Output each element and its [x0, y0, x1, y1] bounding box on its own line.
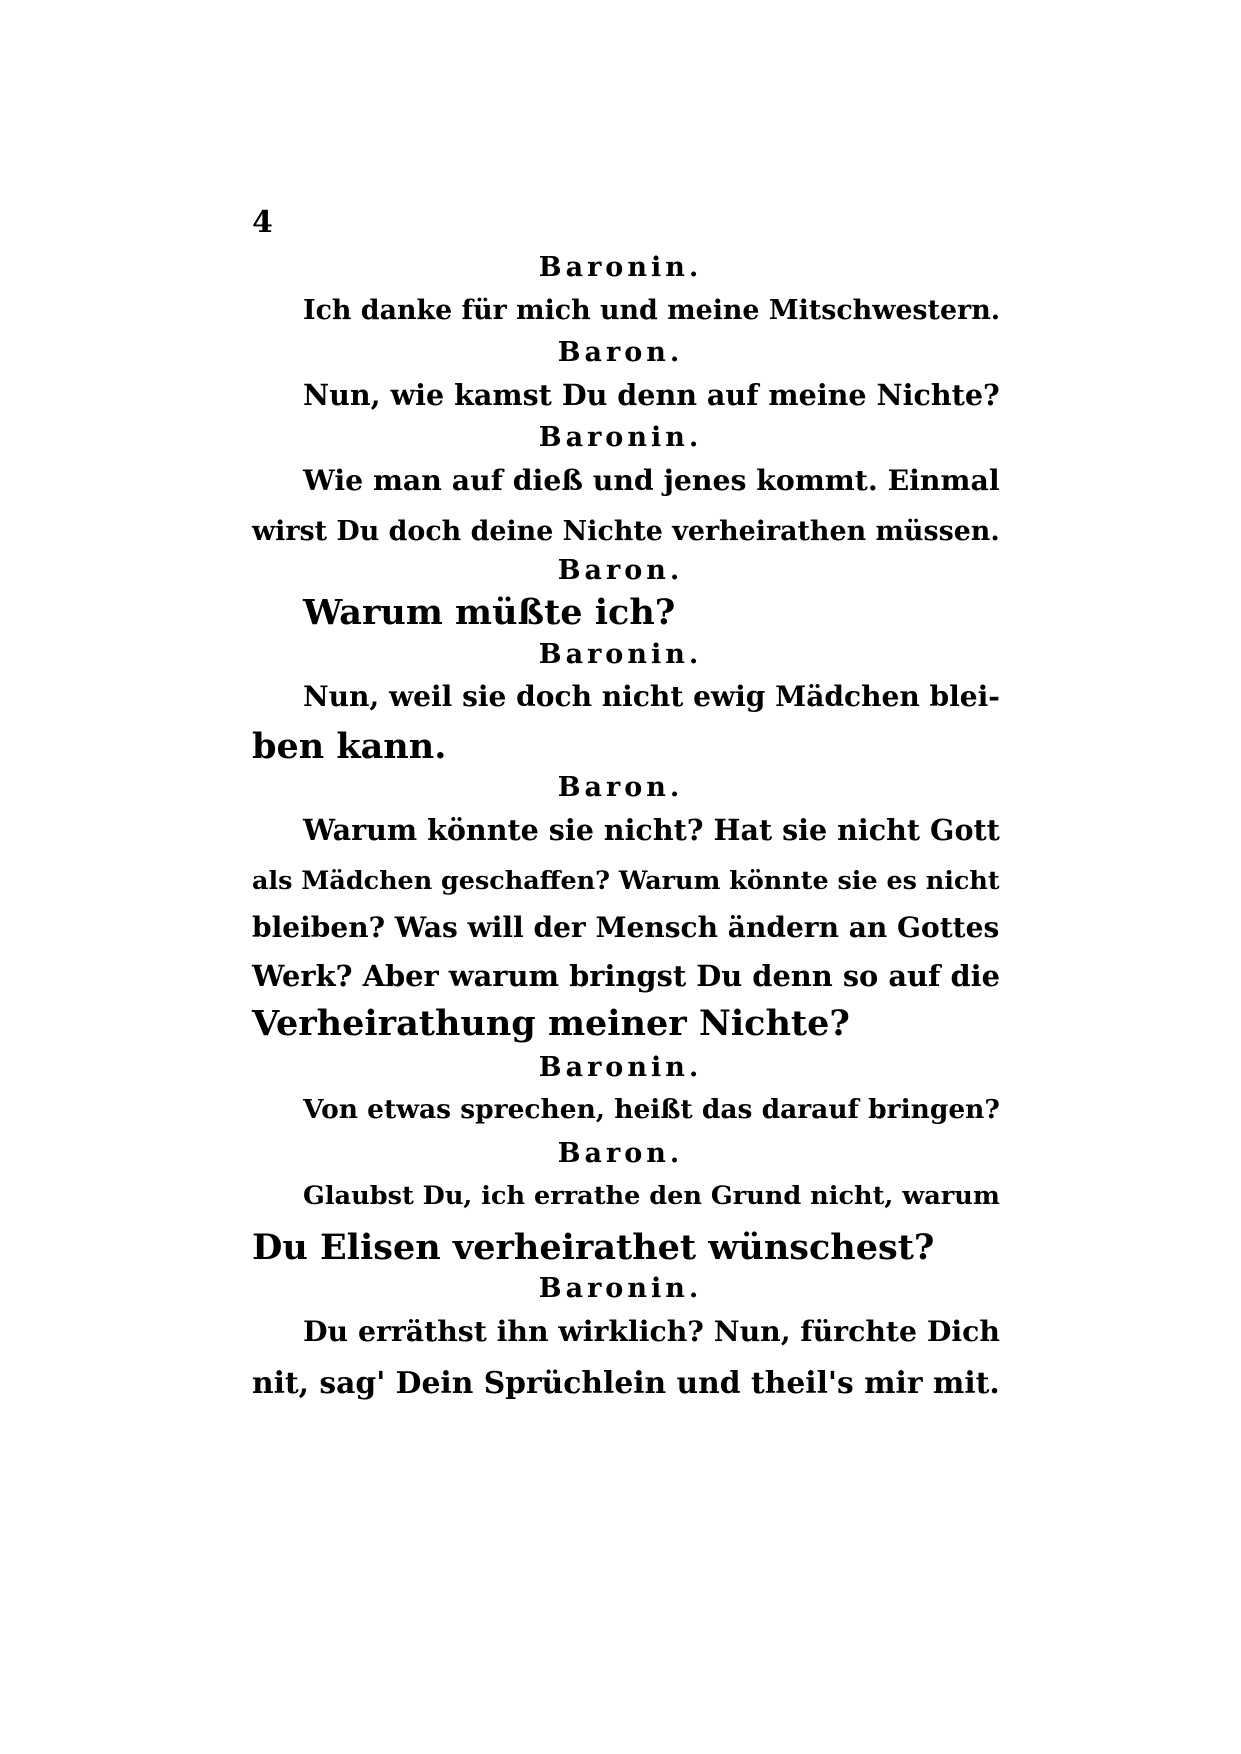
speaker-label: Baron.: [557, 772, 684, 803]
dialogue-line: Du erräthst ihn wirklich? Nun, fürchte Dich: [303, 1314, 1000, 1348]
speaker-label: Baronin.: [538, 639, 703, 670]
speaker-label: Baronin.: [538, 422, 703, 453]
dialogue-line: Von etwas sprechen, heißt das darauf bringen?: [303, 1094, 1000, 1125]
dialogue-line: Nun, wie kamst Du denn auf meine Nichte?: [303, 378, 1000, 412]
dialogue-line: Glaubst Du, ich errathe den Grund nicht, warum: [303, 1181, 1000, 1211]
dialogue-line: Werk? Aber warum bringst Du denn so auf die: [252, 959, 1001, 993]
dialogue-line: Wie man auf dieß und jenes kommt. Einmal: [303, 463, 1000, 497]
speaker-label: Baron.: [557, 337, 684, 368]
speaker-label: Baron.: [557, 555, 684, 586]
dialogue-line: Ich danke für mich und meine Mitschwestern.: [303, 295, 1001, 326]
speaker-label: Baronin.: [538, 1273, 703, 1304]
dialogue-line: nit, sag' Dein Sprüchlein und theil's mir mit.: [252, 1366, 1000, 1401]
speaker-label: Baron.: [557, 1138, 684, 1169]
dialogue-line: ben kann.: [252, 726, 447, 767]
dialogue-line: als Mädchen geschaffen? Warum könnte sie es nicht: [252, 865, 1000, 895]
dialogue-line: Verheirathung meiner Nichte?: [252, 1003, 850, 1044]
dialogue-line: bleiben? Was will der Mensch ändern an Gottes: [252, 911, 1000, 944]
dialogue-line: wirst Du doch deine Nichte verheirathen müssen.: [252, 516, 1000, 547]
dialogue-line: Nun, weil sie doch nicht ewig Mädchen blei-: [303, 680, 1000, 713]
dialogue-line: Du Elisen verheirathet wünschest?: [252, 1227, 935, 1268]
dialogue-line: Warum könnte sie nicht? Hat sie nicht Gott: [303, 813, 1000, 847]
speaker-label: Baronin.: [538, 252, 703, 283]
page-number: 4: [252, 205, 273, 240]
dialogue-line: Warum müßte ich?: [303, 592, 676, 633]
speaker-label: Baronin.: [538, 1052, 703, 1083]
